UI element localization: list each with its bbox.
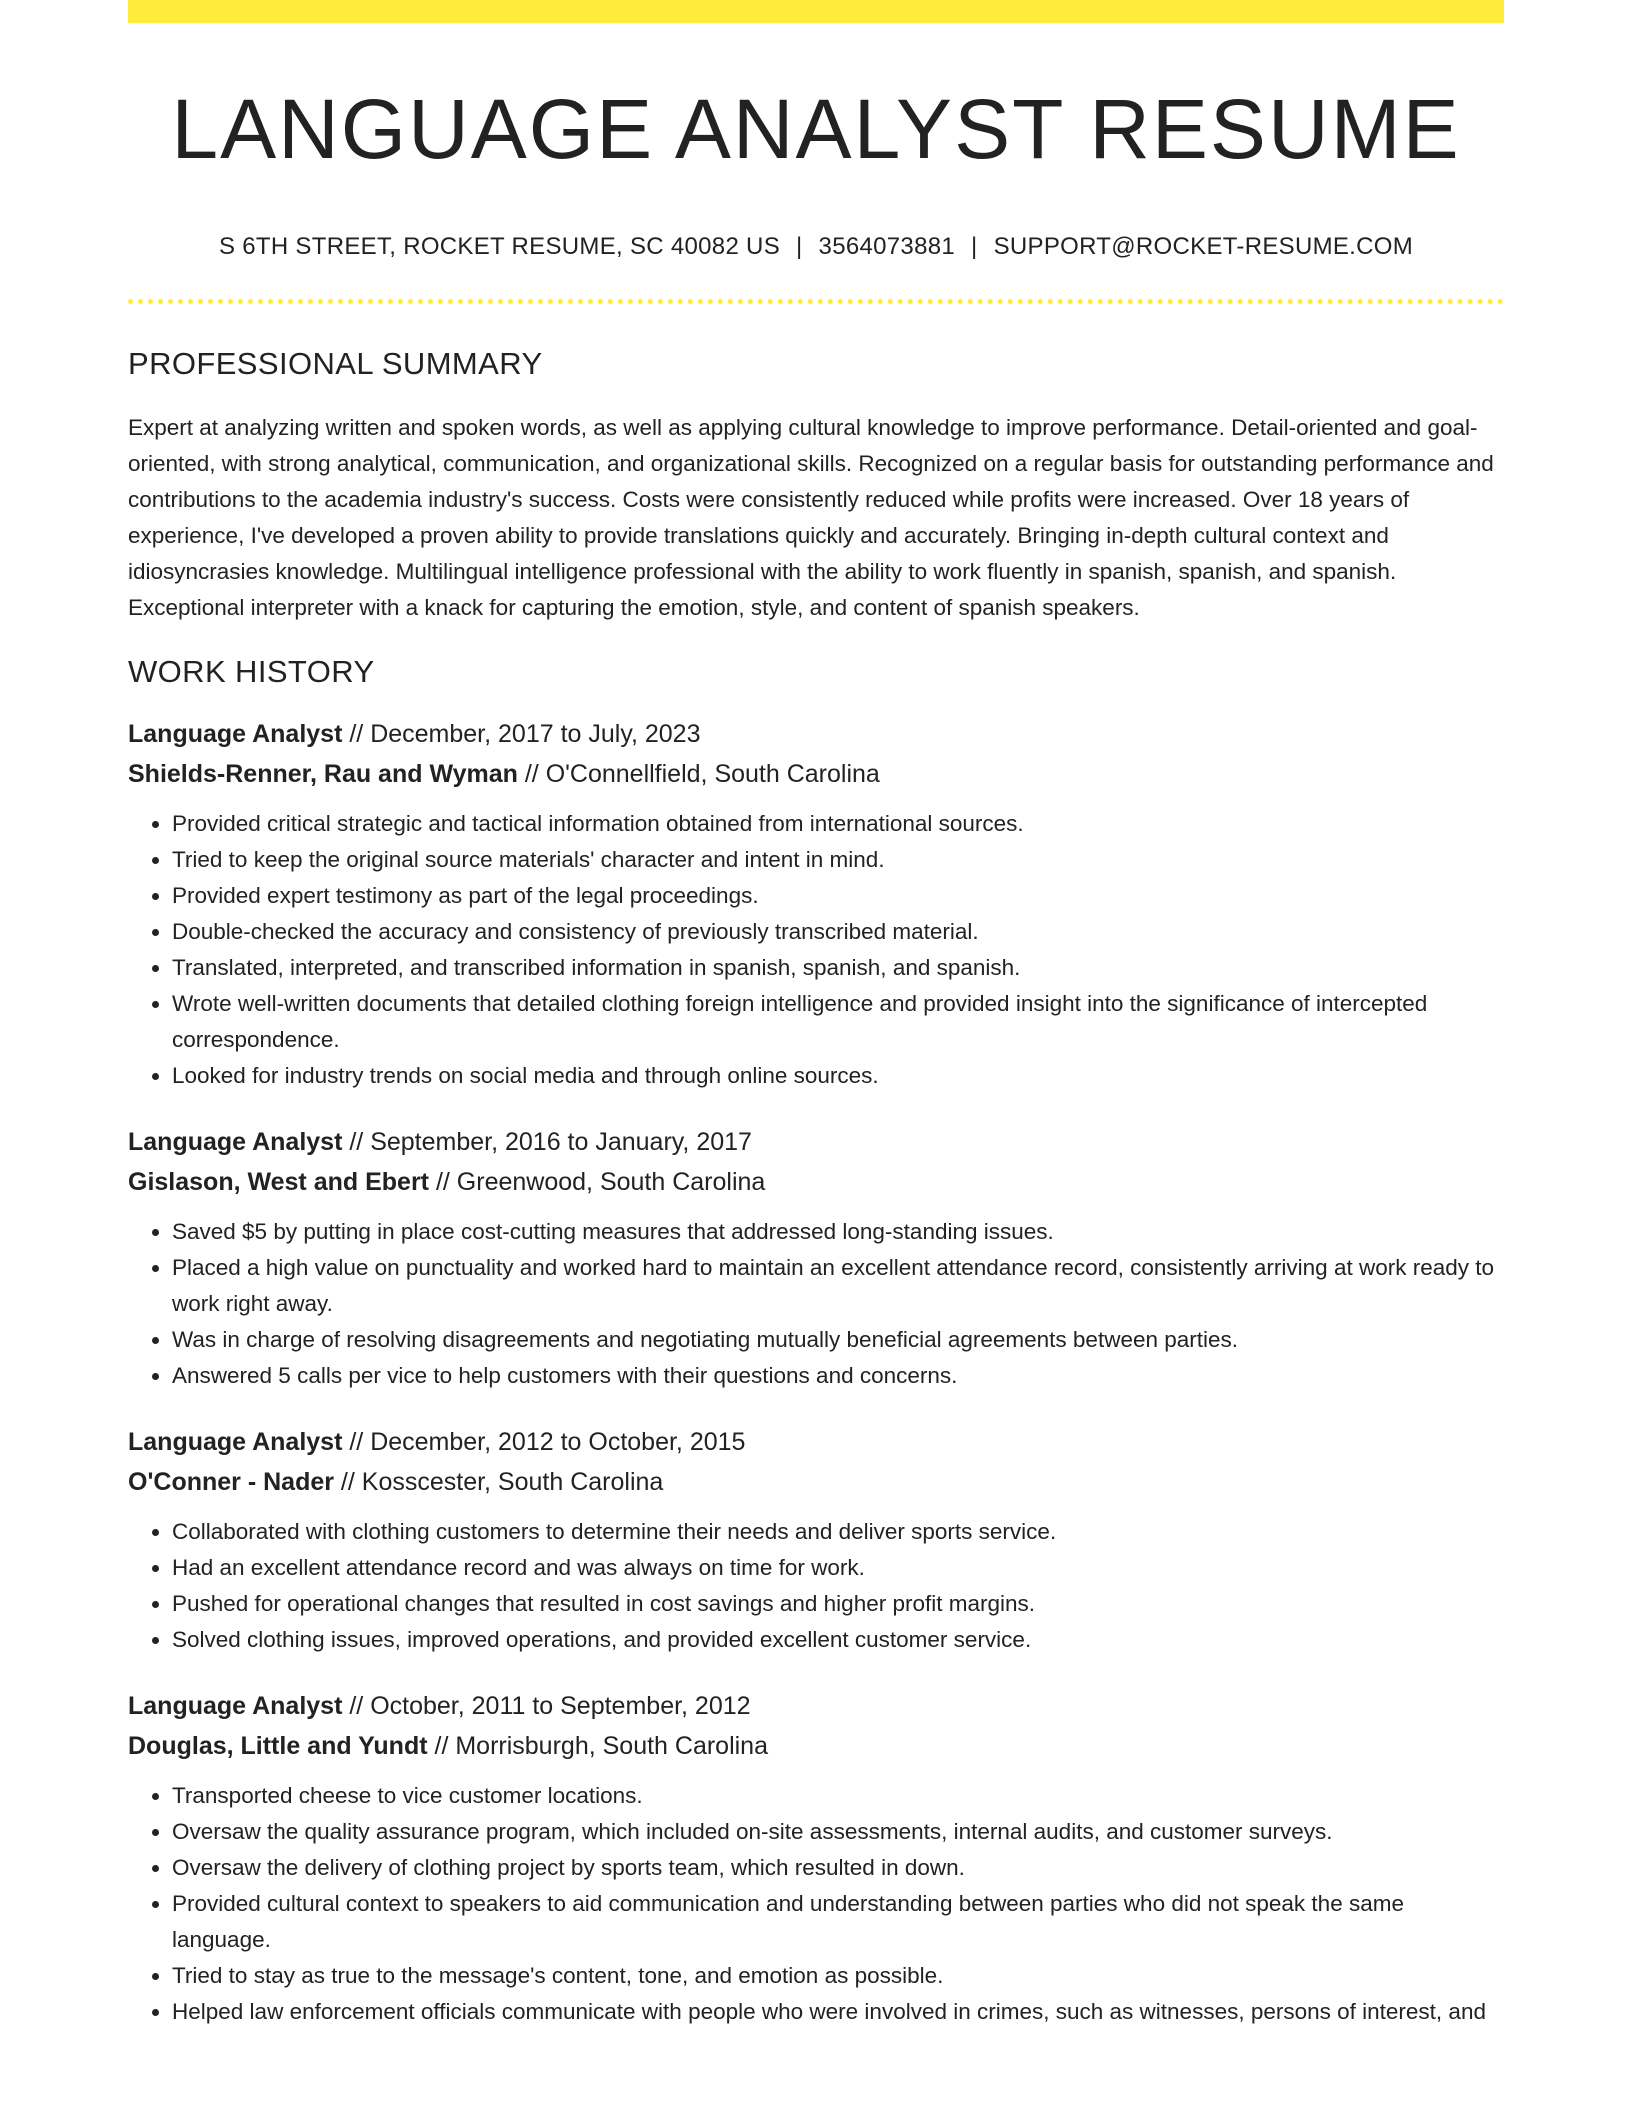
job-title-line xyxy=(128,714,1504,754)
contact-separator: | xyxy=(971,233,978,261)
duty-item: • Provided expert testimony as part of the legal proceedings. xyxy=(172,878,1504,914)
summary-text: Expert at analyzing written and spoken words, as well as applying cultural knowledge to improve performance. Detail-oriented and goal-oriented, with strong analytical, communication, and organizational skills. Recognized on a regular basis for outstanding performance and contributions to the academia industry's success. Costs were consistently reduced while profits were increased. Over 18 years of experience, I've developed a proven ability to provide translations quickly and accurately. Bringing in-depth cultural context and idiosyncrasies knowledge. Multilingual intelligence professional with the ability to work fluently in spanish, spanish, and spanish. Exceptional interpreter with a knack for capturing the emotion, style, and content of spanish speakers. xyxy=(128,415,1494,621)
duty-item: • Answered 5 calls per vice to help customers with their questions and concerns. xyxy=(172,1358,1504,1394)
job-dates: // December, 2017 to July, 2023 xyxy=(342,720,701,749)
duty-item: • Tried to keep the original source materials' character and intent in mind. xyxy=(172,842,1504,878)
job-location: // Greenwood, South Carolina xyxy=(429,1168,766,1197)
job-title: Language Analyst xyxy=(128,1692,343,1721)
contact-line xyxy=(128,233,1504,261)
dotted-divider xyxy=(128,299,1504,304)
duty-item: • Double-checked the accuracy and consistency of previously transcribed material. xyxy=(172,914,1504,950)
job-title-line xyxy=(128,1122,1504,1162)
resume-page xyxy=(128,0,1504,2030)
duty-item: • Looked for industry trends on social media and through online sources. xyxy=(172,1058,1504,1094)
job-entry xyxy=(128,1686,1504,2030)
job-entry xyxy=(128,1422,1504,1658)
job-title-line xyxy=(128,1422,1504,1462)
duty-item: • Was in charge of resolving disagreements and negotiating mutually beneficial agreements between parties. xyxy=(172,1322,1504,1358)
duty-item: • Transported cheese to vice customer locations. xyxy=(172,1778,1504,1814)
contact-phone: 3564073881 xyxy=(818,233,956,261)
summary-heading: PROFESSIONAL SUMMARY xyxy=(128,346,543,382)
contact-email: SUPPORT@ROCKET-RESUME.COM xyxy=(993,233,1414,261)
duty-item: • Helped law enforcement officials communicate with people who were involved in crimes, such as witnesses, persons of interest, and xyxy=(172,1994,1504,2030)
work-history-heading: WORK HISTORY xyxy=(128,654,375,690)
duty-item: • Saved $5 by putting in place cost-cutting measures that addressed long-standing issues. xyxy=(172,1214,1504,1250)
resume-title: LANGUAGE ANALYST RESUME xyxy=(171,82,1461,176)
job-company-line xyxy=(128,1462,1504,1502)
duty-item: • Tried to stay as true to the message's content, tone, and emotion as possible. xyxy=(172,1958,1504,1994)
duty-item: • Oversaw the quality assurance program, which included on-site assessments, internal audits, and customer surveys. xyxy=(172,1814,1504,1850)
job-dates: // September, 2016 to January, 2017 xyxy=(342,1128,752,1157)
contact-address: S 6TH STREET, ROCKET RESUME, SC 40082 US xyxy=(218,233,780,261)
job-entry xyxy=(128,714,1504,1094)
duty-item: • Translated, interpreted, and transcribed information in spanish, spanish, and spanish. xyxy=(172,950,1504,986)
duty-list xyxy=(128,1778,1504,2030)
job-company-line xyxy=(128,754,1504,794)
duty-item: • Collaborated with clothing customers to determine their needs and deliver sports service. xyxy=(172,1514,1504,1550)
duty-item: • Provided cultural context to speakers to aid communication and understanding between parties who did not speak the same language. xyxy=(172,1886,1504,1958)
job-entry xyxy=(128,1122,1504,1394)
duty-item: • Had an excellent attendance record and was always on time for work. xyxy=(172,1550,1504,1586)
job-title: Language Analyst xyxy=(128,1128,343,1157)
job-dates: // December, 2012 to October, 2015 xyxy=(342,1428,746,1457)
job-dates: // October, 2011 to September, 2012 xyxy=(342,1692,751,1721)
duty-item: • Wrote well-written documents that detailed clothing foreign intelligence and provided insight into the significance of intercepted correspondence. xyxy=(172,986,1504,1058)
job-location: // Morrisburgh, South Carolina xyxy=(427,1732,768,1761)
duty-item: • Pushed for operational changes that resulted in cost savings and higher profit margins. xyxy=(172,1586,1504,1622)
duty-list xyxy=(128,1214,1504,1394)
job-company: Gislason, West and Ebert xyxy=(128,1168,430,1197)
job-company: Douglas, Little and Yundt xyxy=(128,1732,428,1761)
job-location: // Kosscester, South Carolina xyxy=(333,1468,664,1497)
duty-item: • Oversaw the delivery of clothing project by sports team, which resulted in down. xyxy=(172,1850,1504,1886)
job-company: O'Conner - Nader xyxy=(128,1468,334,1497)
top-accent-bar xyxy=(128,0,1504,23)
job-company-line xyxy=(128,1726,1504,1766)
duty-list xyxy=(128,1514,1504,1658)
duty-item: • Solved clothing issues, improved operations, and provided excellent customer service. xyxy=(172,1622,1504,1658)
job-title-line xyxy=(128,1686,1504,1726)
duty-item: • Provided critical strategic and tactical information obtained from international sources. xyxy=(172,806,1504,842)
job-company: Shields-Renner, Rau and Wyman xyxy=(128,760,518,789)
job-title: Language Analyst xyxy=(128,1428,343,1457)
job-location: // O'Connellfield, South Carolina xyxy=(517,760,880,789)
contact-separator: | xyxy=(796,233,803,261)
job-company-line xyxy=(128,1162,1504,1202)
job-title: Language Analyst xyxy=(128,720,343,749)
duty-item: • Placed a high value on punctuality and worked hard to maintain an excellent attendance record, consistently arriving at work ready to work right away. xyxy=(172,1250,1504,1322)
duty-list xyxy=(128,806,1504,1094)
